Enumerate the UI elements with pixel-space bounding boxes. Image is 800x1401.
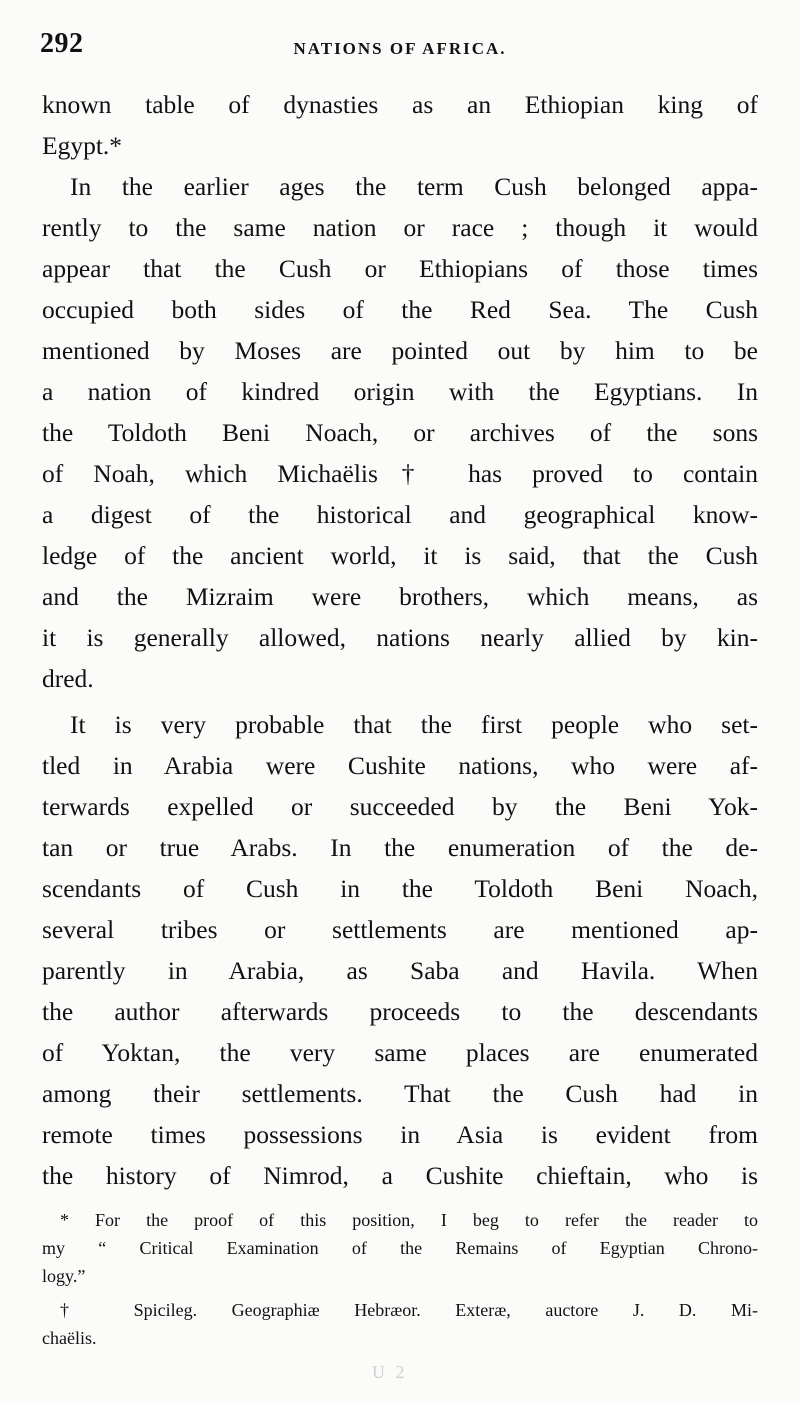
text-line: remote times possessions in Asia is evident from xyxy=(42,1120,758,1149)
footnote xyxy=(42,1206,758,1290)
signature-mark: U 2 xyxy=(372,1362,408,1382)
text-line: appear that the Cush or Ethiopians of those times xyxy=(42,254,758,283)
text-line: rently to the same nation or race ; though it would xyxy=(42,213,758,242)
text-line: a digest of the historical and geographical know- xyxy=(42,500,758,529)
text-line: tan or true Arabs. In the enumeration of the de- xyxy=(42,833,758,862)
text-line: it is generally allowed, nations nearly allied by kin- xyxy=(42,623,758,652)
text-line: the author afterwards proceeds to the descendants xyxy=(42,997,758,1026)
page-number: 292 xyxy=(40,28,84,59)
text-line: among their settlements. That the Cush had in xyxy=(42,1079,758,1108)
text-line: mentioned by Moses are pointed out by him to be xyxy=(42,336,758,365)
text-line: of Yoktan, the very same places are enumerated xyxy=(42,1038,758,1067)
footnotes xyxy=(42,1206,758,1352)
text-line: scendants of Cush in the Toldoth Beni Noach, xyxy=(42,874,758,903)
text-line: It is very probable that the first people who set- xyxy=(70,710,758,739)
footnote-line: † Spicileg. Geographiæ Hebræor. Exteræ, auctore J. D. Mi- xyxy=(60,1300,758,1320)
page-header xyxy=(40,28,760,72)
text-line: the Toldoth Beni Noach, or archives of the sons xyxy=(42,418,758,447)
footnote-line: * For the proof of this position, I beg to refer the reader to xyxy=(60,1210,758,1230)
text-line: Egypt.* xyxy=(42,131,123,160)
text-line: parently in Arabia, as Saba and Havila. When xyxy=(42,956,758,985)
text-line: and the Mizraim were brothers, which means, as xyxy=(42,582,758,611)
text-line: known table of dynasties as an Ethiopian king of xyxy=(42,90,758,119)
footnote-line: chaëlis. xyxy=(42,1328,97,1348)
footnote-line: logy.” xyxy=(42,1266,86,1286)
text-line: the history of Nimrod, a Cushite chieftain, who is xyxy=(42,1161,758,1190)
running-title: NATIONS OF AFRICA. xyxy=(293,39,507,58)
text-line: ledge of the ancient world, it is said, that the Cush xyxy=(42,541,758,570)
text-line: dred. xyxy=(42,664,94,693)
body-text xyxy=(42,84,758,1196)
paragraph xyxy=(42,704,758,1196)
text-line: of Noah, which Michaëlis† has proved to contain xyxy=(42,459,758,488)
text-line: tled in Arabia were Cushite nations, who were af- xyxy=(42,751,758,780)
text-line: In the earlier ages the term Cush belonged appa- xyxy=(70,172,758,201)
paragraph xyxy=(42,166,758,699)
text-line: several tribes or settlements are mentioned ap- xyxy=(42,915,758,944)
footnote-line: my “ Critical Examination of the Remains of Egyptian Chrono- xyxy=(42,1238,758,1258)
footnote xyxy=(42,1296,758,1352)
paragraph-continuation xyxy=(42,84,758,166)
text-line: terwards expelled or succeeded by the Beni Yok- xyxy=(42,792,758,821)
text-line: occupied both sides of the Red Sea. The Cush xyxy=(42,295,758,324)
text-line: a nation of kindred origin with the Egyptians. In xyxy=(42,377,758,406)
